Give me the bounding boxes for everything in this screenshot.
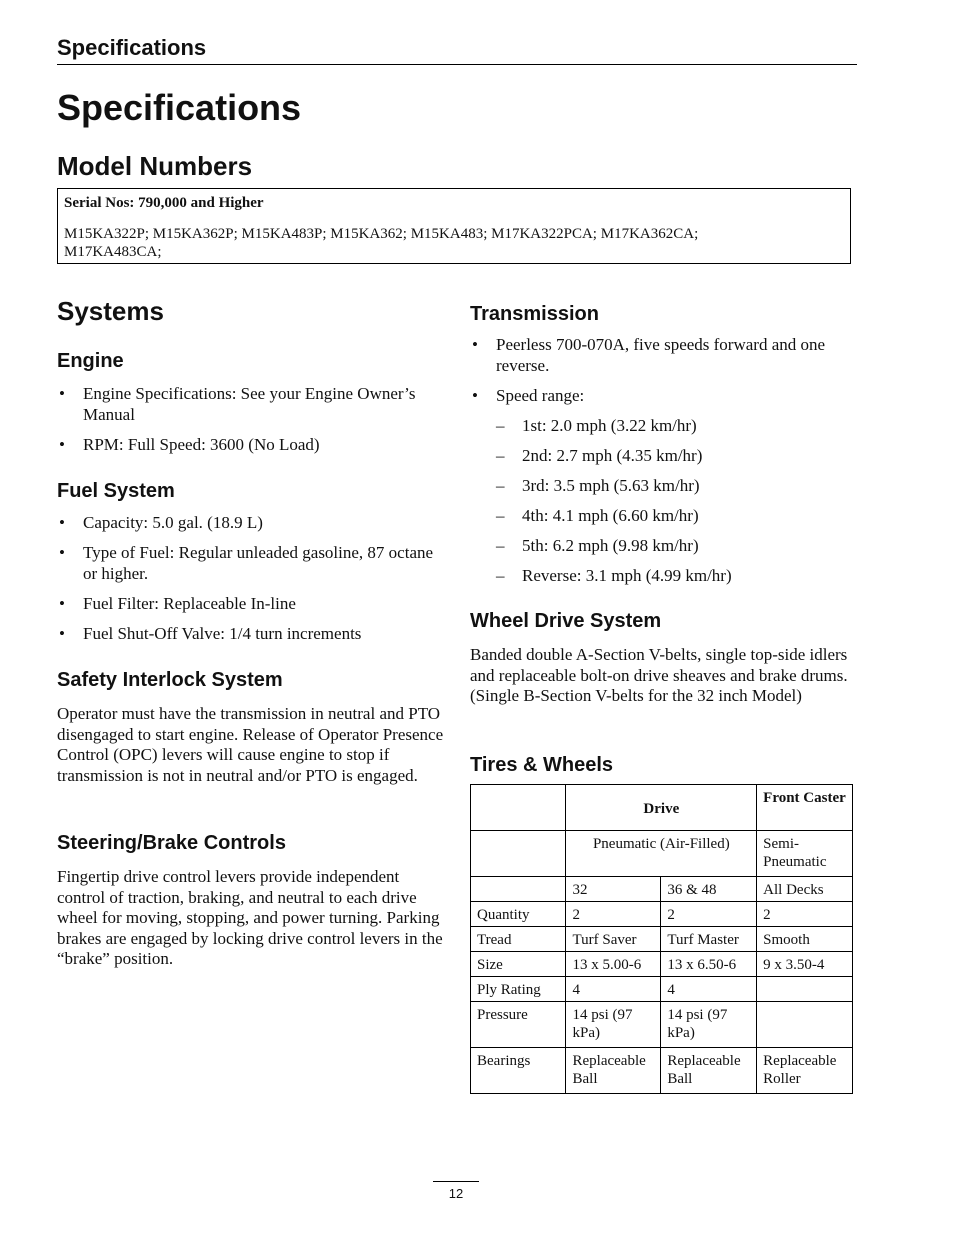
table-cell (471, 877, 566, 902)
table-cell: 13 x 5.00-6 (566, 952, 661, 977)
list-item: • Fuel Shut-Off Valve: 1/4 turn increments (59, 624, 362, 643)
row-label: Quantity (471, 902, 566, 927)
list-item: – Reverse: 3.1 mph (4.99 km/hr) (496, 566, 732, 585)
table-cell: 14 psi (97 kPa) (661, 1002, 757, 1048)
table-row (471, 927, 853, 952)
engine-heading: Engine (57, 350, 124, 372)
table-row (471, 831, 853, 877)
list-item: – 4th: 4.1 mph (6.60 km/hr) (496, 506, 699, 525)
table-cell: 2 (757, 902, 853, 927)
page-title: Specifications (57, 87, 302, 128)
table-cell: All Decks (757, 877, 853, 902)
table-cell: Turf Saver (566, 927, 661, 952)
steering-brake-heading: Steering/Brake Controls (57, 832, 286, 854)
table-row (471, 952, 853, 977)
tires-wheels-table (470, 784, 853, 1094)
list-item: • Fuel Filter: Replaceable In-line (59, 594, 296, 613)
model-numbers-heading: Model Numbers (57, 151, 253, 181)
row-label: Tread (471, 927, 566, 952)
table-row (471, 877, 853, 902)
table-cell: 9 x 3.50-4 (757, 952, 853, 977)
table-cell: 36 & 48 (661, 877, 757, 902)
table-cell (471, 831, 566, 877)
systems-heading: Systems (57, 296, 164, 326)
list-item: – 5th: 6.2 mph (9.98 km/hr) (496, 536, 699, 555)
table-cell: 13 x 6.50-6 (661, 952, 757, 977)
list-item: – 2nd: 2.7 mph (4.35 km/hr) (496, 446, 703, 465)
page-number: 12 (448, 1186, 464, 1201)
table-cell: Replaceable Roller (757, 1048, 853, 1094)
model-list-line-1: M15KA322P; M15KA362P; M15KA483P; M15KA362; M15KA483; M17KA322PCA; M17KA362CA; (64, 226, 699, 242)
table-cell: 4 (661, 977, 757, 1002)
drive-tire-type: Pneumatic (Air-Filled) (566, 831, 757, 877)
safety-interlock-text: Operator must have the transmission in neutral and PTO disengaged to start engine. Release of Operator Presence Control (OPC) levers will cause engine to stop if transmission is not in neutral and/or PTO is engaged. (57, 704, 444, 785)
table-cell: 2 (566, 902, 661, 927)
table-cell: Turf Master (661, 927, 757, 952)
engine-list (57, 383, 442, 464)
table-row (471, 1002, 853, 1048)
footer-rule (433, 1181, 479, 1182)
list-item: – 1st: 2.0 mph (3.22 km/hr) (496, 416, 697, 435)
table-cell: Smooth (757, 927, 853, 952)
fuel-system-heading: Fuel System (57, 480, 175, 502)
safety-interlock-heading: Safety Interlock System (57, 669, 283, 691)
list-item: • Peerless 700-070A, five speeds forward and one reverse. (472, 335, 826, 375)
table-row (471, 902, 853, 927)
model-list (64, 225, 844, 261)
row-label: Ply Rating (471, 977, 566, 1002)
transmission-list (470, 334, 855, 595)
row-label: Size (471, 952, 566, 977)
wheel-drive-heading: Wheel Drive System (470, 610, 662, 632)
table-row (471, 785, 853, 831)
model-numbers-box (57, 188, 851, 264)
steering-brake-text: Fingertip drive control levers provide independent control of traction, braking, and neutral to each drive wheel for moving, stopping, and power turning. Parking brakes are engaged by locking drive control levers in the “brake” position. (57, 867, 443, 968)
table-row (471, 1048, 853, 1094)
model-list-line-2: M17KA483CA; (64, 244, 162, 260)
list-item: – 3rd: 3.5 mph (5.63 km/hr) (496, 476, 700, 495)
list-item: • Capacity: 5.0 gal. (18.9 L) (59, 513, 263, 532)
table-cell (757, 977, 853, 1002)
table-cell (757, 1002, 853, 1048)
tires-wheels-heading: Tires & Wheels (470, 754, 614, 776)
table-header-front-caster: Front Caster (757, 785, 853, 831)
running-header: Specifications (57, 34, 857, 65)
transmission-heading: Transmission (470, 303, 599, 325)
table-cell: 2 (661, 902, 757, 927)
table-cell: 4 (566, 977, 661, 1002)
row-label: Bearings (471, 1048, 566, 1094)
list-item: • Speed range: – 1st: 2.0 mph (3.22 km/hr) – 2nd: 2.7 mph (4.35 km/hr) – 3rd: 3.5 mph (5.63 km/hr) – 4th: 4.1 mph (6.60 km/hr) – 5th: 6.2 mph (9.98 km/hr) – Reverse: 3.1 mph (4.99 km/hr) (470, 385, 855, 586)
table-row (471, 977, 853, 1002)
list-item: • Engine Specifications: See your Engine Owner’s Manual (59, 384, 416, 424)
table-cell: 32 (566, 877, 661, 902)
fuel-system-list (57, 512, 442, 653)
table-header-drive: Drive (566, 785, 757, 831)
list-item: • Type of Fuel: Regular unleaded gasoline, 87 octane or higher. (59, 543, 434, 583)
speed-range-list (496, 415, 855, 586)
table-cell: Replaceable Ball (566, 1048, 661, 1094)
serial-numbers: Serial Nos: 790,000 and Higher (64, 195, 264, 211)
list-item: • RPM: Full Speed: 3600 (No Load) (59, 435, 320, 454)
table-cell: 14 psi (97 kPa) (566, 1002, 661, 1048)
wheel-drive-text: Banded double A-Section V-belts, single top-side idlers and replaceable bolt-on drive sheaves and brake drums. (Single B-Section V-belts for the 32 inch Model) (470, 645, 848, 705)
row-label: Pressure (471, 1002, 566, 1048)
table-cell (471, 785, 566, 831)
table-cell: Replaceable Ball (661, 1048, 757, 1094)
caster-tire-type: Semi-Pneumatic (757, 831, 853, 877)
